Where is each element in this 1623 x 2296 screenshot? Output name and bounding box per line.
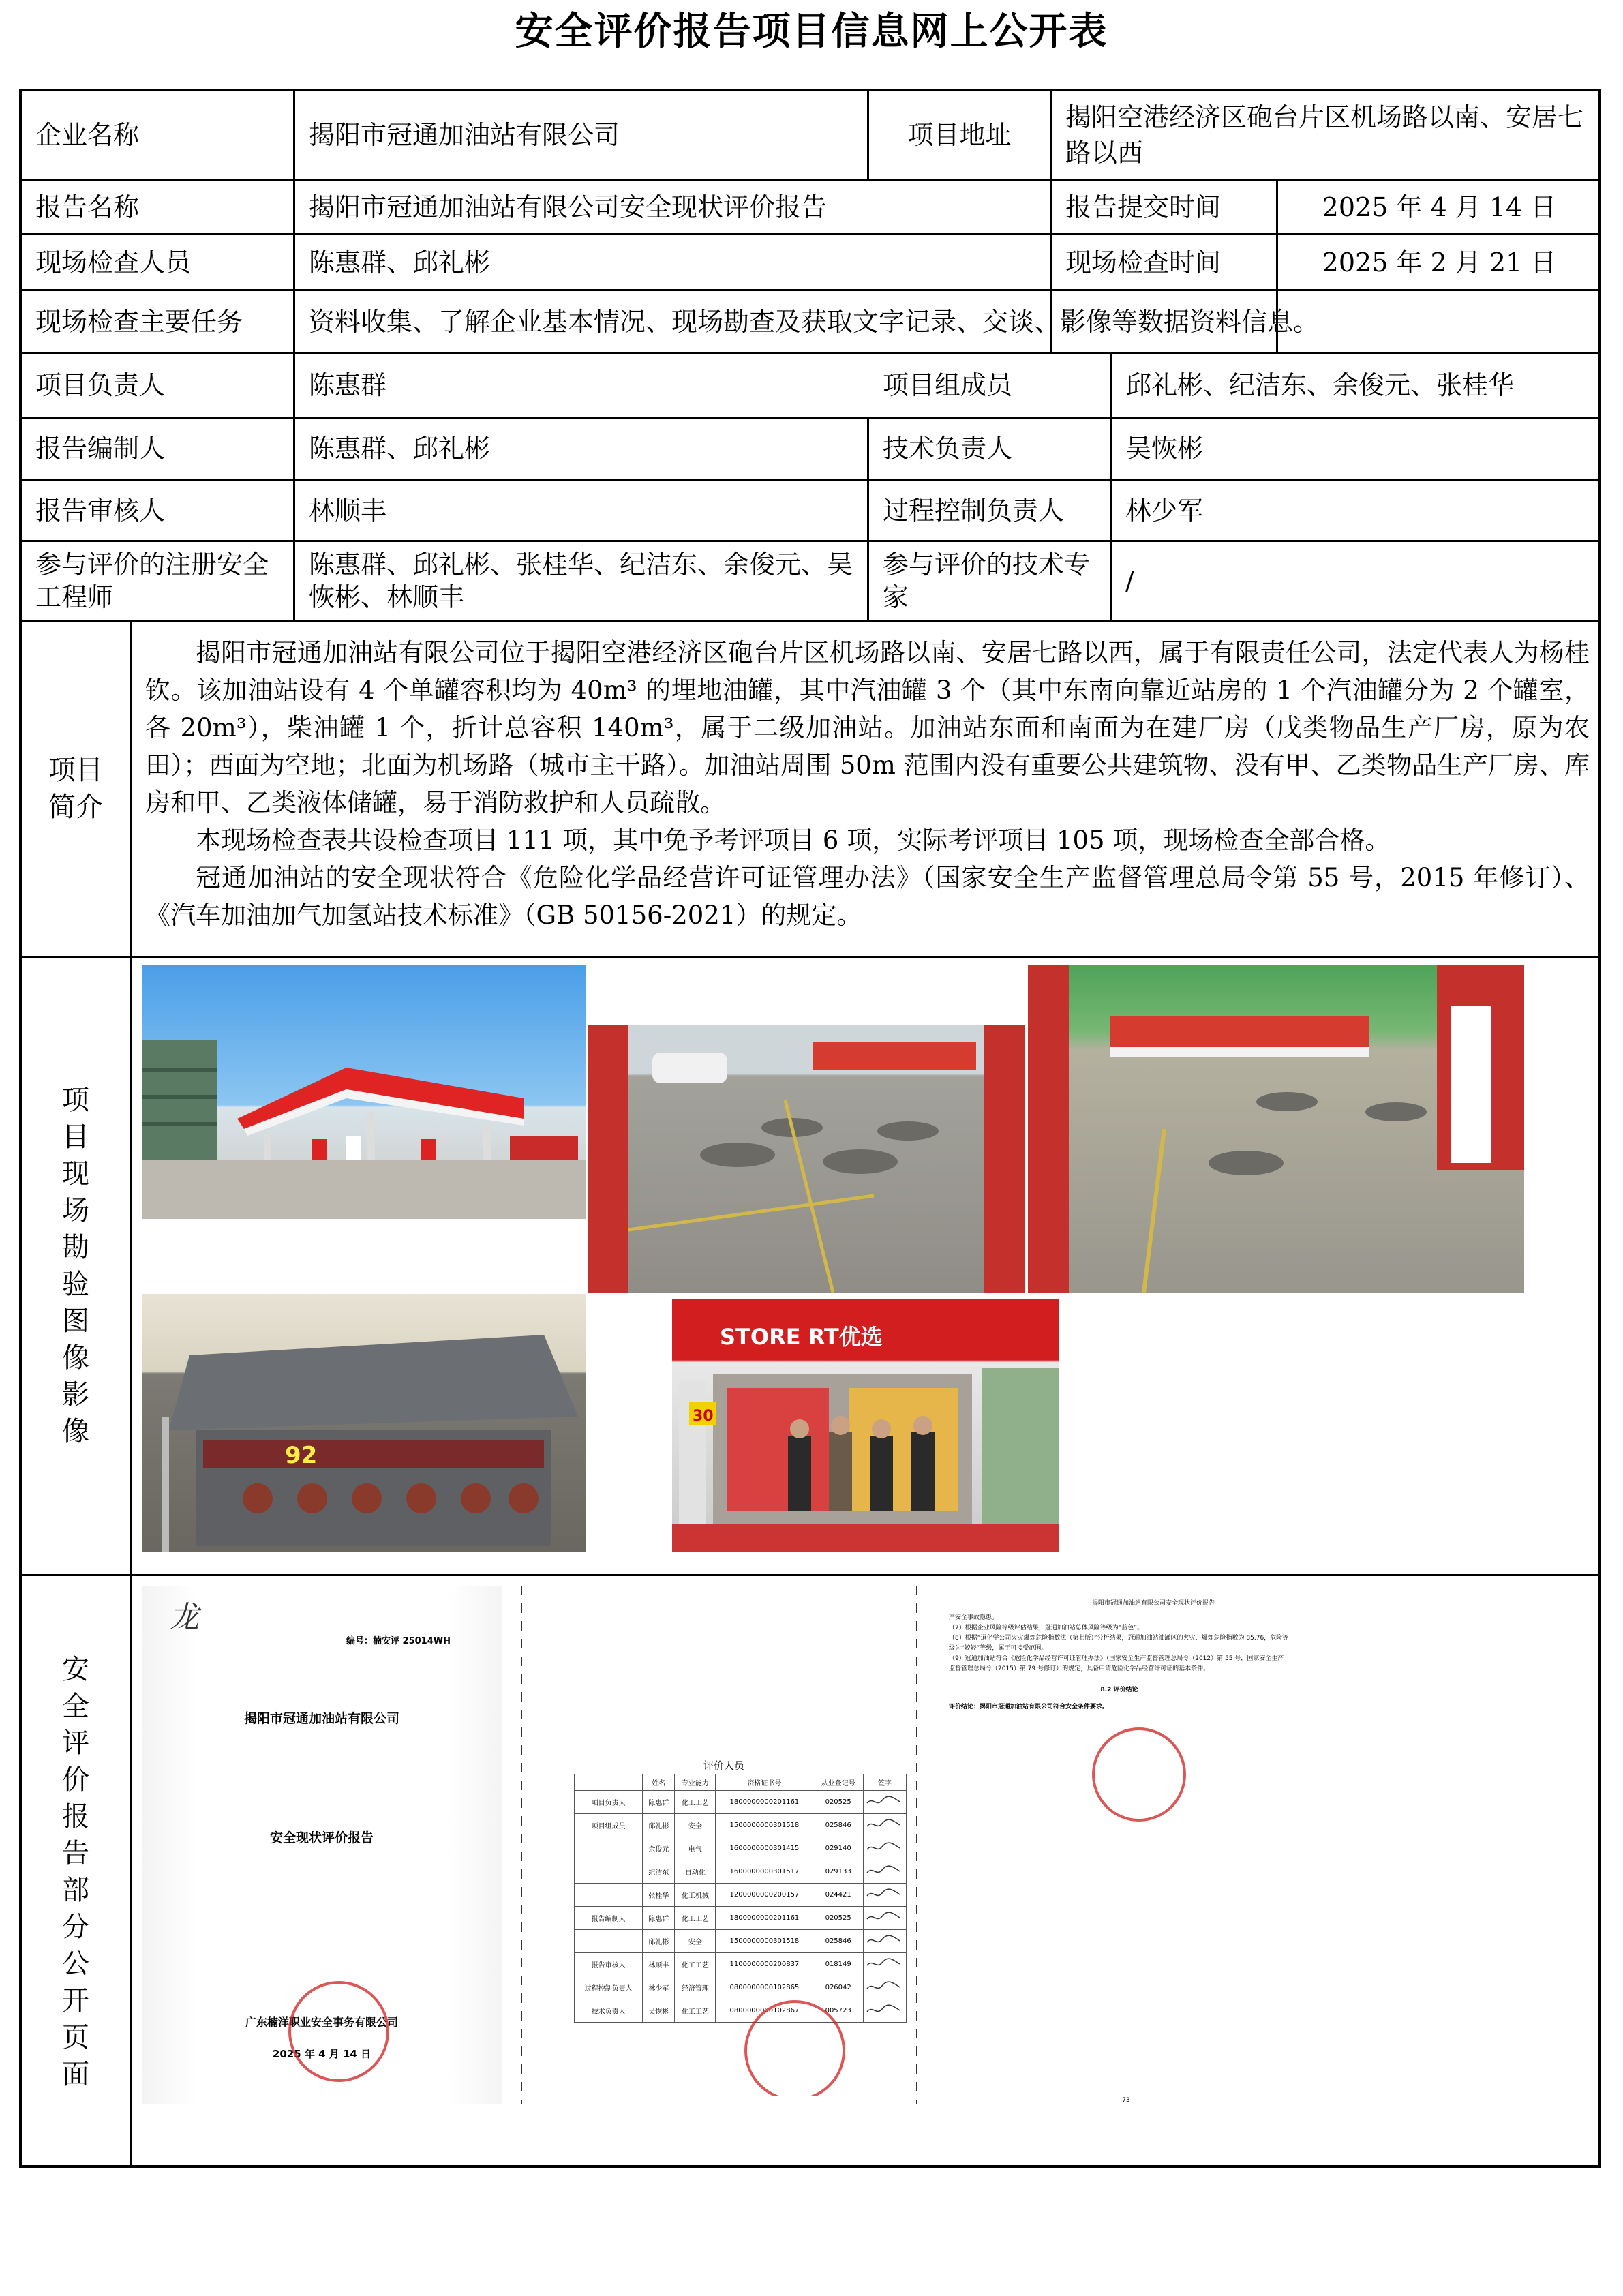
staff-header-cell: 资格证书号 [716, 1774, 813, 1791]
intro-paragraph-2: 本现场检查表共设检查项目 111 项，其中免予考评项目 6 项，实际考评项目 105 项，现场检查全部合格。 [196, 826, 1391, 855]
experts-value: / [1125, 566, 1134, 596]
staff-cell: 0800000000102867 [716, 1999, 813, 2023]
staff-cell: 纪洁东 [643, 1860, 675, 1884]
table-row [575, 1907, 907, 1930]
process-label: 过程控制负责人 [883, 495, 1065, 526]
cover-number: 编号：楠安评 25014WH [346, 1636, 451, 1646]
intro-text [132, 622, 1601, 956]
staff-cell: 026042 [813, 1976, 864, 1999]
staff-cell: 张桂华 [643, 1884, 675, 1907]
signature-cell [864, 1837, 907, 1860]
members-value: 邱礼彬、纪洁东、余俊元、张桂华 [1125, 370, 1515, 400]
signature-scribble [864, 1980, 902, 1993]
report-staff-page [540, 1591, 908, 2096]
conclusion-seal-stamp [1092, 1727, 1186, 1822]
staff-cell: 项目负责人 [575, 1791, 643, 1814]
signature-cell [864, 1999, 907, 2023]
intro-label: 项目简介 [48, 755, 103, 823]
address-label: 项目地址 [907, 120, 1012, 150]
signature-scribble [864, 1795, 902, 1807]
staff-cell [575, 1884, 643, 1907]
table-row [575, 1953, 907, 1976]
experts-label: 参与评价的技术专家 [883, 549, 1091, 612]
photos-label: 项目现场勘验图像影像 [62, 1085, 89, 1447]
signature-cell [864, 1953, 907, 1976]
cover-report-title: 安全现状评价报告 [269, 1830, 374, 1845]
page-title: 安全评价报告项目信息网上公开表 [515, 9, 1108, 54]
staff-cell: 陈惠群 [643, 1907, 675, 1930]
conclusion-line-4: （9）冠通加油站符合《危险化学品经营许可证管理办法》（国家安全生产监督管理总局令（2012）第 55 号，国家安全生产监督管理总局令（2015）第 79 号修订）的规定，具备申请危险化学品经营许可证的基本条件。 [949, 1655, 1284, 1672]
engineers-value: 陈惠群、邱礼彬、张桂华、纪洁东、余俊元、吴恢彬、林顺丰 [309, 549, 853, 612]
staff-header-cell: 签字 [864, 1774, 907, 1791]
staff-header-cell: 姓名 [643, 1774, 675, 1791]
staff-cell: 1600000000301517 [716, 1860, 813, 1884]
signature-scribble [864, 1864, 902, 1877]
inspectors-label: 现场检查人员 [35, 247, 192, 277]
page-edge [916, 1586, 917, 2104]
conclusion-line-2: （7）根据企业风险等级评估结果，冠通加油站总体风险等级为“蓝色”。 [949, 1625, 1144, 1631]
staff-cell [575, 1837, 643, 1860]
staff-cell: 029133 [813, 1860, 864, 1884]
staff-cell [575, 1930, 643, 1953]
info-table [19, 89, 1601, 2168]
company-seal-stamp [288, 1981, 389, 2082]
forecourt-photo [588, 1025, 1025, 1293]
report-conclusion-page [935, 1591, 1317, 2123]
cover-handwriting: 龙 [169, 1600, 199, 1635]
staff-header-cell: 专业能力 [675, 1774, 716, 1791]
tech-value: 吴恢彬 [1125, 434, 1204, 464]
staff-cell: 安全 [675, 1930, 716, 1953]
staff-cell: 电气 [675, 1837, 716, 1860]
staff-cell: 陈惠群 [643, 1791, 675, 1814]
leader-value: 陈惠群 [309, 370, 387, 400]
signature-scribble [864, 1841, 902, 1854]
staff-cell: 技术负责人 [575, 1999, 643, 2023]
signature-scribble [864, 2004, 902, 2016]
process-value: 林少军 [1125, 495, 1204, 526]
signature-scribble [864, 1818, 902, 1830]
staff-cell: 0800000000102865 [716, 1976, 813, 1999]
report-cover-page [142, 1586, 502, 2104]
tank-valve-photo [142, 1294, 586, 1552]
table-row [575, 1976, 907, 1999]
members-label: 项目组成员 [883, 370, 1013, 400]
staff-cell: 化工工艺 [675, 1907, 716, 1930]
inspect-time-value: 2025 年 2 月 21 日 [1322, 247, 1557, 277]
staff-cell: 1500000000301518 [716, 1930, 813, 1953]
staff-cell: 化工工艺 [675, 1953, 716, 1976]
staff-table-title: 评价人员 [703, 1759, 744, 1772]
page-edge [521, 1586, 522, 2104]
company-value: 揭阳市冠通加油站有限公司 [309, 120, 620, 150]
staff-cell [575, 1860, 643, 1884]
table-row [575, 1791, 907, 1814]
staff-cell: 1500000000301518 [716, 1814, 813, 1837]
table-row [575, 1814, 907, 1837]
conclusion-page-number: 73 [1122, 2097, 1130, 2104]
signature-cell [864, 1976, 907, 1999]
submit-time-value: 2025 年 4 月 14 日 [1322, 192, 1557, 222]
cover-agency: 广东楠洋职业安全事务有限公司 [245, 2016, 398, 2029]
promo-label: 30 [693, 1408, 714, 1425]
staff-cell: 025846 [813, 1814, 864, 1837]
staff-cell: 024421 [813, 1884, 864, 1907]
inspect-time-label: 现场检查时间 [1065, 247, 1222, 277]
forecourt-canopy-photo [1028, 965, 1524, 1293]
row-divider [22, 1574, 1601, 1576]
staff-header-cell [575, 1774, 643, 1791]
staff-cell: 林少军 [643, 1976, 675, 1999]
staff-cell: 1200000000200157 [716, 1884, 813, 1907]
table-row [575, 1999, 907, 2023]
intro-paragraph-3: 冠通加油站的安全现状符合《危险化学品经营许可证管理办法》（国家安全生产监督管理总局令第 55 号，2015 年修订）、《汽车加油加气加氢站技术标准》（GB 50156-2021）的规定。 [145, 863, 1590, 930]
table-row [575, 1837, 907, 1860]
store-sign-text: STORE RT优选 [720, 1324, 883, 1350]
tasks-label: 现场检查主要任务 [35, 306, 243, 337]
store-front-photo [672, 1299, 1059, 1552]
signature-cell [864, 1814, 907, 1837]
staff-cell: 1800000000201161 [716, 1791, 813, 1814]
report-name-label: 报告名称 [35, 192, 140, 222]
staff-table [574, 1774, 907, 2023]
reviewer-label: 报告审核人 [35, 495, 166, 526]
cover-company: 揭阳市冠通加油站有限公司 [243, 1711, 399, 1726]
signature-cell [864, 1930, 907, 1953]
staff-cell: 化工机械 [675, 1884, 716, 1907]
station-canopy-photo [142, 965, 586, 1219]
staff-cell: 1800000000201161 [716, 1907, 813, 1930]
staff-cell: 1600000000301415 [716, 1837, 813, 1860]
staff-cell: 化工工艺 [675, 1791, 716, 1814]
staff-cell: 020525 [813, 1907, 864, 1930]
signature-scribble [864, 1934, 902, 1946]
staff-cell: 余俊元 [643, 1837, 675, 1860]
author-label: 报告编制人 [35, 434, 166, 464]
conclusion-text [949, 1613, 1290, 1712]
address-value: 揭阳空港经济区砲台片区机场路以南、安居七路以西 [1065, 102, 1584, 168]
conclusion-line-1: 产安全事故隐患。 [949, 1614, 999, 1621]
staff-cell: 自动化 [675, 1860, 716, 1884]
engineers-label: 参与评价的注册安全工程师 [35, 549, 269, 612]
staff-cell: 018149 [813, 1953, 864, 1976]
conclusion-line-5: 评价结论：揭阳市冠通加油站有限公司符合安全条件要求。 [949, 1704, 1109, 1710]
report-name-value: 揭阳市冠通加油站有限公司安全现状评价报告 [309, 192, 828, 222]
tasks-value: 资料收集、了解企业基本情况、现场勘查及获取文字记录、交谈、影像等数据资料信息。 [309, 306, 1320, 337]
reviewer-value: 林顺丰 [309, 495, 387, 526]
staff-cell: 林顺丰 [643, 1953, 675, 1976]
conclusion-section: 8.2 评价结论 [1100, 1687, 1138, 1693]
signature-seal-stamp [744, 2000, 845, 2096]
inspectors-value: 陈惠群、邱礼彬 [309, 247, 491, 277]
staff-cell: 经济管理 [675, 1976, 716, 1999]
staff-cell: 邱礼彬 [643, 1930, 675, 1953]
staff-cell: 1100000000200837 [716, 1953, 813, 1976]
leader-label: 项目负责人 [35, 370, 166, 400]
staff-cell: 化工工艺 [675, 1999, 716, 2023]
staff-cell: 报告编制人 [575, 1907, 643, 1930]
staff-header-cell: 从业登记号 [813, 1774, 864, 1791]
row-divider [22, 956, 1601, 958]
table-row [575, 1860, 907, 1884]
staff-cell: 005723 [813, 1999, 864, 2023]
staff-cell: 过程控制负责人 [575, 1976, 643, 1999]
staff-cell: 项目组成员 [575, 1814, 643, 1837]
staff-cell: 025846 [813, 1930, 864, 1953]
staff-cell: 安全 [675, 1814, 716, 1837]
company-label: 企业名称 [35, 120, 140, 150]
signature-cell [864, 1884, 907, 1907]
table-row [575, 1884, 907, 1907]
signature-scribble [864, 1957, 902, 1969]
signature-cell [864, 1907, 907, 1930]
staff-cell: 029140 [813, 1837, 864, 1860]
table-row [575, 1930, 907, 1953]
signature-scribble [864, 1888, 902, 1900]
tech-label: 技术负责人 [883, 434, 1013, 464]
submit-time-label: 报告提交时间 [1065, 192, 1222, 222]
report-pages-label: 安全评价报告部分公开页面 [62, 1654, 89, 2090]
pump-92-label: 92 [285, 1442, 318, 1469]
signature-cell [864, 1791, 907, 1814]
signature-scribble [864, 1911, 902, 1923]
staff-cell: 020525 [813, 1791, 864, 1814]
signature-cell [864, 1860, 907, 1884]
staff-cell: 报告审核人 [575, 1953, 643, 1976]
staff-cell: 邱礼彬 [643, 1814, 675, 1837]
intro-paragraph-1: 揭阳市冠通加油站有限公司位于揭阳空港经济区砲台片区机场路以南、安居七路以西，属于有限责任公司，法定代表人为杨桂钦。该加油站设有 4 个单罐容积均为 40m³ 的埋地油罐，其中汽油罐 3 个（其中东南向靠近站房的 1 个汽油罐分为 2 个罐室，各 20m³），柴油罐 1 个，折计总容积 140m³，属于二级加油站。加油站东面和南面为在建厂房（戊类物品生产厂房，原为农田）；西面为空地；北面为机场路（城市主干路）。加油站周围 50m 范围内没有重要公共建筑物、没有甲、乙类物品生产厂房、库房和甲、乙类液体储罐，易于消防救护和人员疏散。 [145, 638, 1590, 817]
staff-cell: 吴恢彬 [643, 1999, 675, 2023]
cover-date: 2025 年 4 月 14 日 [272, 2048, 371, 2060]
author-value: 陈惠群、邱礼彬 [309, 434, 491, 464]
conclusion-header: 揭阳市冠通加油站有限公司安全现状评价报告 [1003, 1598, 1303, 1607]
conclusion-line-3: （8）根据“道化学公司火灾爆炸危险指数法（第七版）”分析结果，冠通加油站油罐区的火灾、爆炸危险指数为 85.76，危险等级为“较轻”等级，属于可接受范围。 [949, 1635, 1289, 1652]
